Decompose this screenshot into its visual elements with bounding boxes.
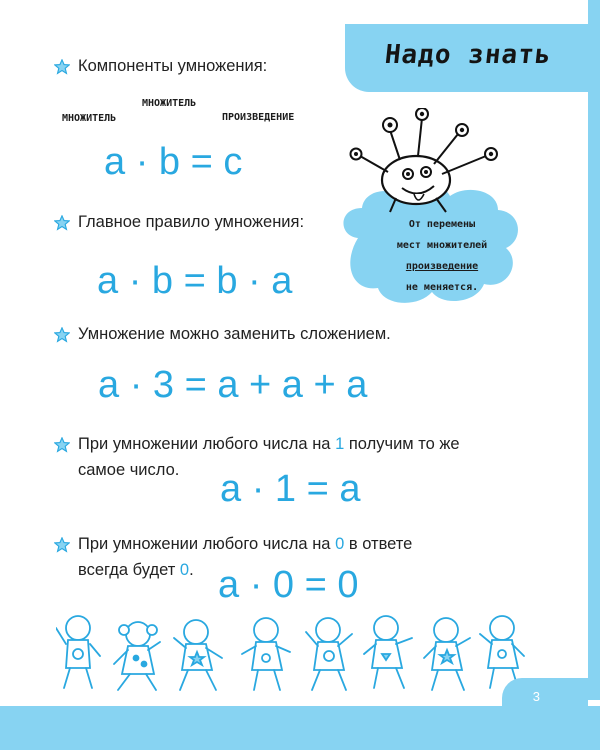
formula-components: a · b = c <box>104 141 243 183</box>
rule-addition: Умножение можно заменить сложением. <box>78 325 391 343</box>
formula-zero: a · 0 = 0 <box>218 564 359 606</box>
rule-one-line2: самое число. <box>78 461 180 479</box>
star-icon <box>54 437 70 453</box>
formula-one: a · 1 = a <box>220 468 361 510</box>
cloud-line-3: произведение <box>405 261 479 272</box>
formula-commutative: a · b = b · a <box>97 260 293 302</box>
page-title: Надо знать <box>383 40 554 70</box>
cloud-line-4: не меняется. <box>405 282 479 293</box>
star-icon <box>54 327 70 343</box>
formula-addition: a · 3 = a + a + a <box>98 364 368 406</box>
page-number-tab <box>502 678 588 720</box>
page-number: 3 <box>532 689 540 704</box>
cloud-line-2: мест множителей <box>396 240 488 251</box>
label-multiplier-2: МНОЖИТЕЛЬ <box>142 98 197 109</box>
rule-zero-number: 0 <box>335 535 345 553</box>
star-icon <box>54 215 70 231</box>
kids-illustration <box>56 608 526 694</box>
rule-one-text: При умножении любого числа на <box>78 435 336 453</box>
label-multiplier-1: МНОЖИТЕЛЬ <box>62 113 117 124</box>
rule-zero-text: При умножении любого числа на <box>78 535 336 553</box>
cloud-note <box>352 214 532 298</box>
rule-one-number: 1 <box>335 435 345 453</box>
rule-zero-line2-end: . <box>189 561 194 579</box>
side-band <box>588 0 600 700</box>
rule-components: Компоненты умножения: <box>78 57 268 75</box>
rule-zero-line2-number: 0 <box>179 561 190 579</box>
rule-main: Главное правило умножения: <box>78 213 305 231</box>
star-icon <box>54 537 70 553</box>
rule-zero-line2: всегда будет <box>78 561 180 579</box>
label-product: ПРОИЗВЕДЕНИЕ <box>222 112 295 123</box>
rule-one-text-end: получим то же <box>344 435 460 453</box>
rule-zero-text-end: в ответе <box>344 535 413 553</box>
cloud-line-1: От перемены <box>408 219 476 230</box>
star-icon <box>54 59 70 75</box>
